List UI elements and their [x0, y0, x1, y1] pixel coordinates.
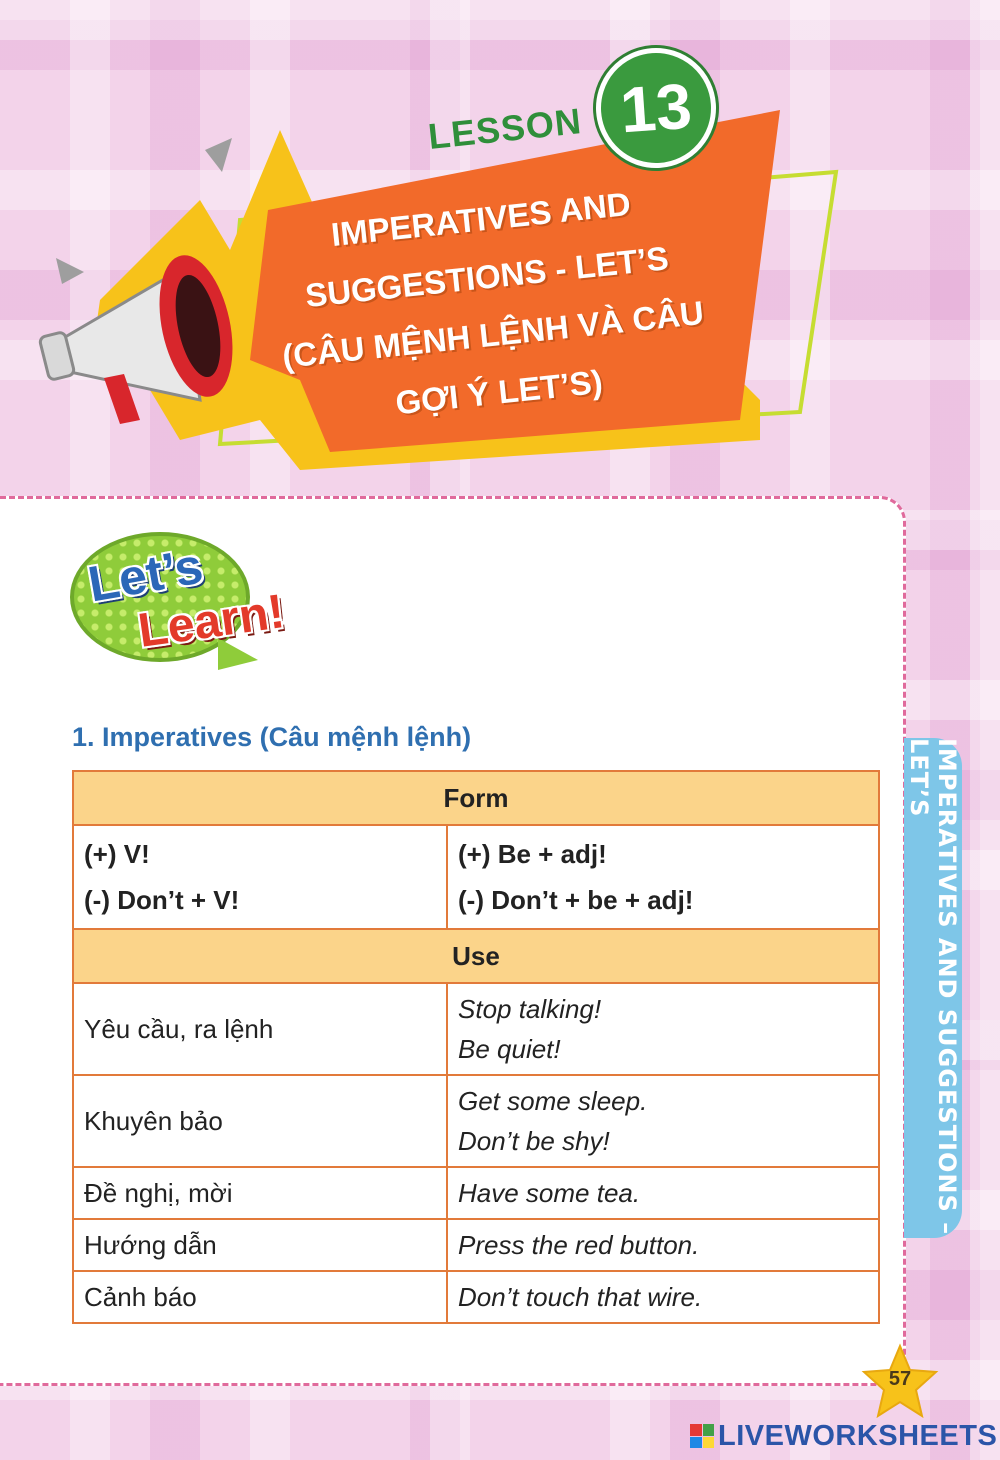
table-row	[73, 1219, 879, 1271]
use-header-row	[73, 929, 879, 983]
form-be-cell	[447, 825, 879, 929]
form-line: (+) V!	[84, 839, 150, 869]
imperatives-table	[72, 770, 880, 1324]
example-text: Don’t be shy!	[458, 1126, 610, 1156]
form-line: (-) Don’t + be + adj!	[458, 885, 694, 915]
use-examples	[447, 1075, 879, 1167]
learn-word: Learn!	[135, 585, 288, 658]
spark-decoration	[205, 138, 232, 172]
form-line: (-) Don’t + V!	[84, 885, 240, 915]
use-header: Use	[73, 929, 879, 983]
example-text: Stop talking!	[458, 994, 602, 1024]
use-label: Yêu cầu, ra lệnh	[73, 983, 447, 1075]
table-row	[73, 1167, 879, 1219]
lesson-title-line: (CÂU MỆNH LỆNH VÀ CÂU	[280, 293, 706, 375]
lesson-title-line: IMPERATIVES AND	[329, 184, 633, 254]
lesson-title-line: GỢI Ý LET’S)	[393, 362, 605, 422]
lesson-number-badge: 13	[592, 44, 720, 172]
watermark-text: LIVEWORKSHEETS	[718, 1419, 998, 1452]
lesson-title-line: SUGGESTIONS - LET’S	[303, 239, 671, 315]
form-line: (+) Be + adj!	[458, 839, 607, 869]
section-heading: 1. Imperatives (Câu mệnh lệnh)	[72, 722, 472, 752]
use-label: Khuyên bảo	[73, 1075, 447, 1167]
lesson-label: LESSON	[426, 100, 584, 157]
lets-word: Let’s	[84, 537, 207, 613]
table-row	[73, 1075, 879, 1167]
example-text: Get some sleep.	[458, 1086, 648, 1116]
form-verb-cell	[73, 825, 447, 929]
example-text: Have some tea.	[447, 1167, 879, 1219]
table-row	[73, 983, 879, 1075]
use-label: Đề nghị, mời	[73, 1167, 447, 1219]
table-row	[73, 1271, 879, 1323]
example-text: Press the red button.	[447, 1219, 879, 1271]
use-examples	[447, 983, 879, 1075]
form-row	[73, 825, 879, 929]
use-label: Cảnh báo	[73, 1271, 447, 1323]
page-number: 57	[888, 1368, 912, 1390]
lets-learn-badge	[68, 528, 328, 668]
chapter-side-tab	[904, 738, 962, 1238]
watermark	[690, 1418, 997, 1454]
example-text: Be quiet!	[458, 1034, 561, 1064]
side-tab-label: IMPERATIVES AND SUGGESTIONS – LET’S	[905, 738, 961, 1236]
spark-decoration	[56, 258, 84, 284]
liveworksheets-logo-icon	[690, 1424, 714, 1448]
form-header: Form	[73, 771, 879, 825]
form-header-row	[73, 771, 879, 825]
use-label: Hướng dẫn	[73, 1219, 447, 1271]
lesson-title	[259, 168, 721, 445]
lesson-banner	[0, 0, 1000, 480]
example-text: Don’t touch that wire.	[447, 1271, 879, 1323]
